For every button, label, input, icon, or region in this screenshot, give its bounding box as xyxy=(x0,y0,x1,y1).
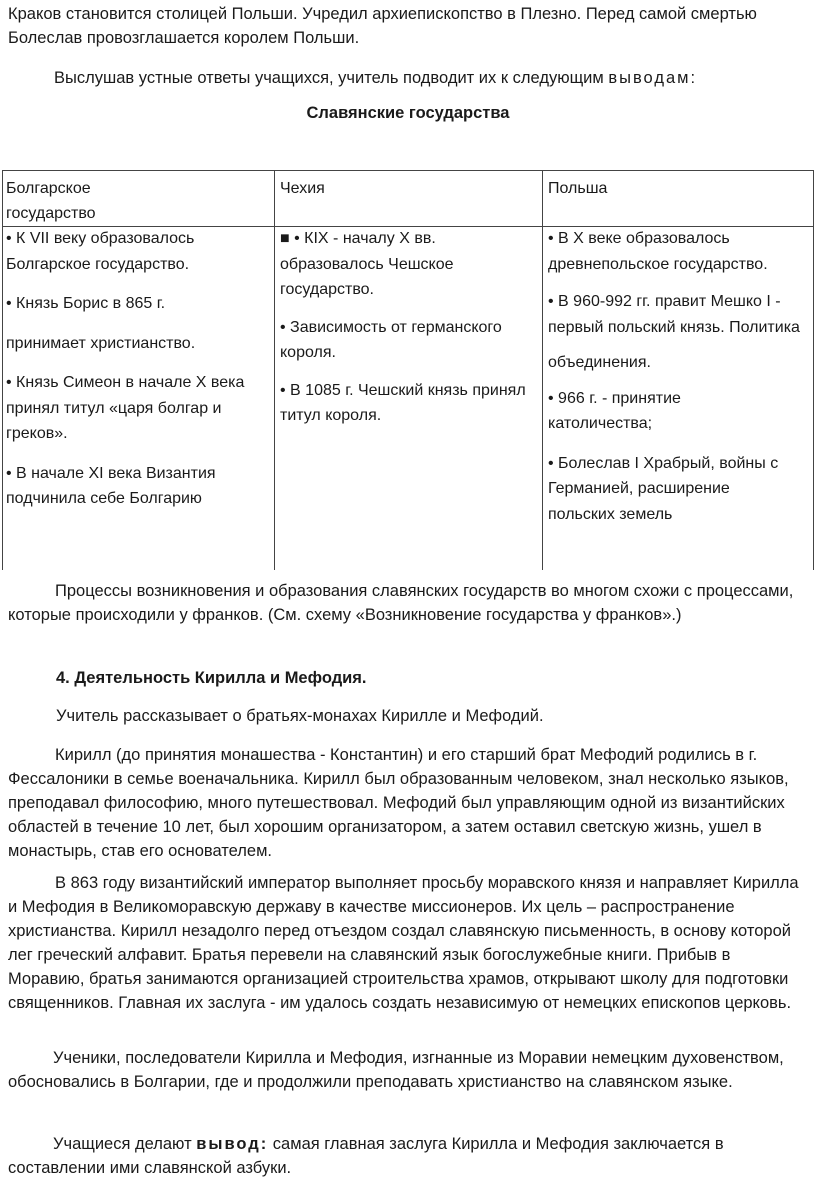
header-bulgaria: Болгарское государство xyxy=(6,180,96,222)
intro-line-2: Болеслав провозглашается королем Польши. xyxy=(8,29,360,47)
teacher-lead-text: Выслушав устные ответы учащихся, учитель подводит их к следующим xyxy=(54,69,609,87)
paragraph-processes: Процессы возникновения и образования славянских государств во многом схожи с процессами, которые происходили у франков. (См. схему «Возникновение государства у франков».) xyxy=(8,582,794,624)
intro-line-1: Краков становится столицей Польши. Учредил архиепископство в Плезно. Перед самой смертью xyxy=(8,5,757,23)
teacher-tail-text: : xyxy=(690,69,696,87)
bulgaria-fact-4: • В начале XI века Византия подчинила себе Болгарию xyxy=(6,464,216,507)
teacher-conclusion-line xyxy=(54,66,814,90)
table-left-border xyxy=(2,170,3,570)
table-right-border xyxy=(813,170,814,570)
paragraph-disciples: Ученики, последователи Кирилла и Мефодия, изгнанные из Моравии немецким духовенством, обосновались в Болгарии, где и продолжили преподавать христианство на славянском языке. xyxy=(8,1049,784,1091)
table-top-border xyxy=(2,170,814,171)
bulgaria-fact-2: • Князь Борис в 865 г. xyxy=(6,295,166,312)
bulgaria-fact-1: • К VII веку образовалось Болгарское государство. xyxy=(6,230,195,273)
paragraph-mission-863: В 863 году византийский император выполняет просьбу моравского князя и направляет Кирилла и Мефодия в Великоморавскую державу в качестве миссионеров. Их цель – распространение христианства. Кирилл незадолго перед отъездом создал славянскую письменность, в основу которой лег греческий алфавит. Братья перевели на славянский язык богослужебные книги. Прибыв в Моравию, братья занимаются организацией строительства храмов, открывают школу для подготовки священников. Главная их заслуга - им удалось создать независимую от немецких епископов церковь. xyxy=(8,874,799,1012)
conclusion-tail-text: самая главная заслуга Кирилла и Мефодия заключается в составлении ими славянской азбуки. xyxy=(8,1135,724,1177)
header-czechia: Чехия xyxy=(280,180,325,197)
poland-fact-3: • 966 г. - принятие католичества; xyxy=(548,389,681,432)
column-divider-2 xyxy=(542,170,543,570)
czechia-fact-3: • В 1085 г. Чешский князь принял титул короля. xyxy=(280,381,526,424)
conclusion-lead-text: Учащиеся делают xyxy=(53,1135,197,1153)
bulgaria-fact-3: • Князь Симеон в начале Х века принял титул «царя болгар и греков». xyxy=(6,374,245,442)
section-heading-4: 4. Деятельность Кирилла и Мефодия. xyxy=(56,669,367,687)
czechia-fact-1: ■ • КIХ - началу Х вв. образовалось Чешское государство. xyxy=(280,230,454,298)
poland-fact-1: • В X веке образовалось древнепольское государство. xyxy=(548,230,768,273)
paragraph-conclusion xyxy=(8,1132,808,1180)
bulgaria-column xyxy=(6,226,274,512)
poland-column xyxy=(548,226,810,527)
header-poland: Польша xyxy=(548,180,608,197)
table-title: Славянские государства xyxy=(306,104,510,122)
paragraph-teacher-tells: Учитель рассказывает о братьях-монахах Кирилле и Мефодий. xyxy=(56,707,544,725)
poland-fact-2b: объединения. xyxy=(548,354,651,371)
poland-fact-2: • В 960-992 гг. правит Мешко I - первый польский князь. Политика xyxy=(548,293,800,336)
czechia-fact-2: • Зависимость от германского короля. xyxy=(280,318,502,361)
paragraph-cyril-methodius-bio: Кирилл (до принятия монашества - Константин) и его старший брат Мефодий родились в г. Фессалоники в семье военачальника. Кирилл был образованным человеком, знал несколько языков, преподавал философию, много путешествовал. Мефодий был управляющим одной из византийских областей в течение 10 лет, был хорошим организатором, а затем оставил светскую жизнь, ушел в монастырь, став его основателем. xyxy=(8,746,789,860)
poland-fact-4: • Болеслав I Храбрый, войны с Германией, расширение польских земель xyxy=(548,454,779,523)
bulgaria-fact-2b: принимает христианство. xyxy=(6,334,196,352)
column-divider-1 xyxy=(274,170,275,570)
conclusions-word: выводам xyxy=(608,69,691,87)
slavic-states-table xyxy=(2,170,814,570)
conclusion-word: вывод: xyxy=(196,1135,269,1153)
czechia-column xyxy=(280,226,538,429)
